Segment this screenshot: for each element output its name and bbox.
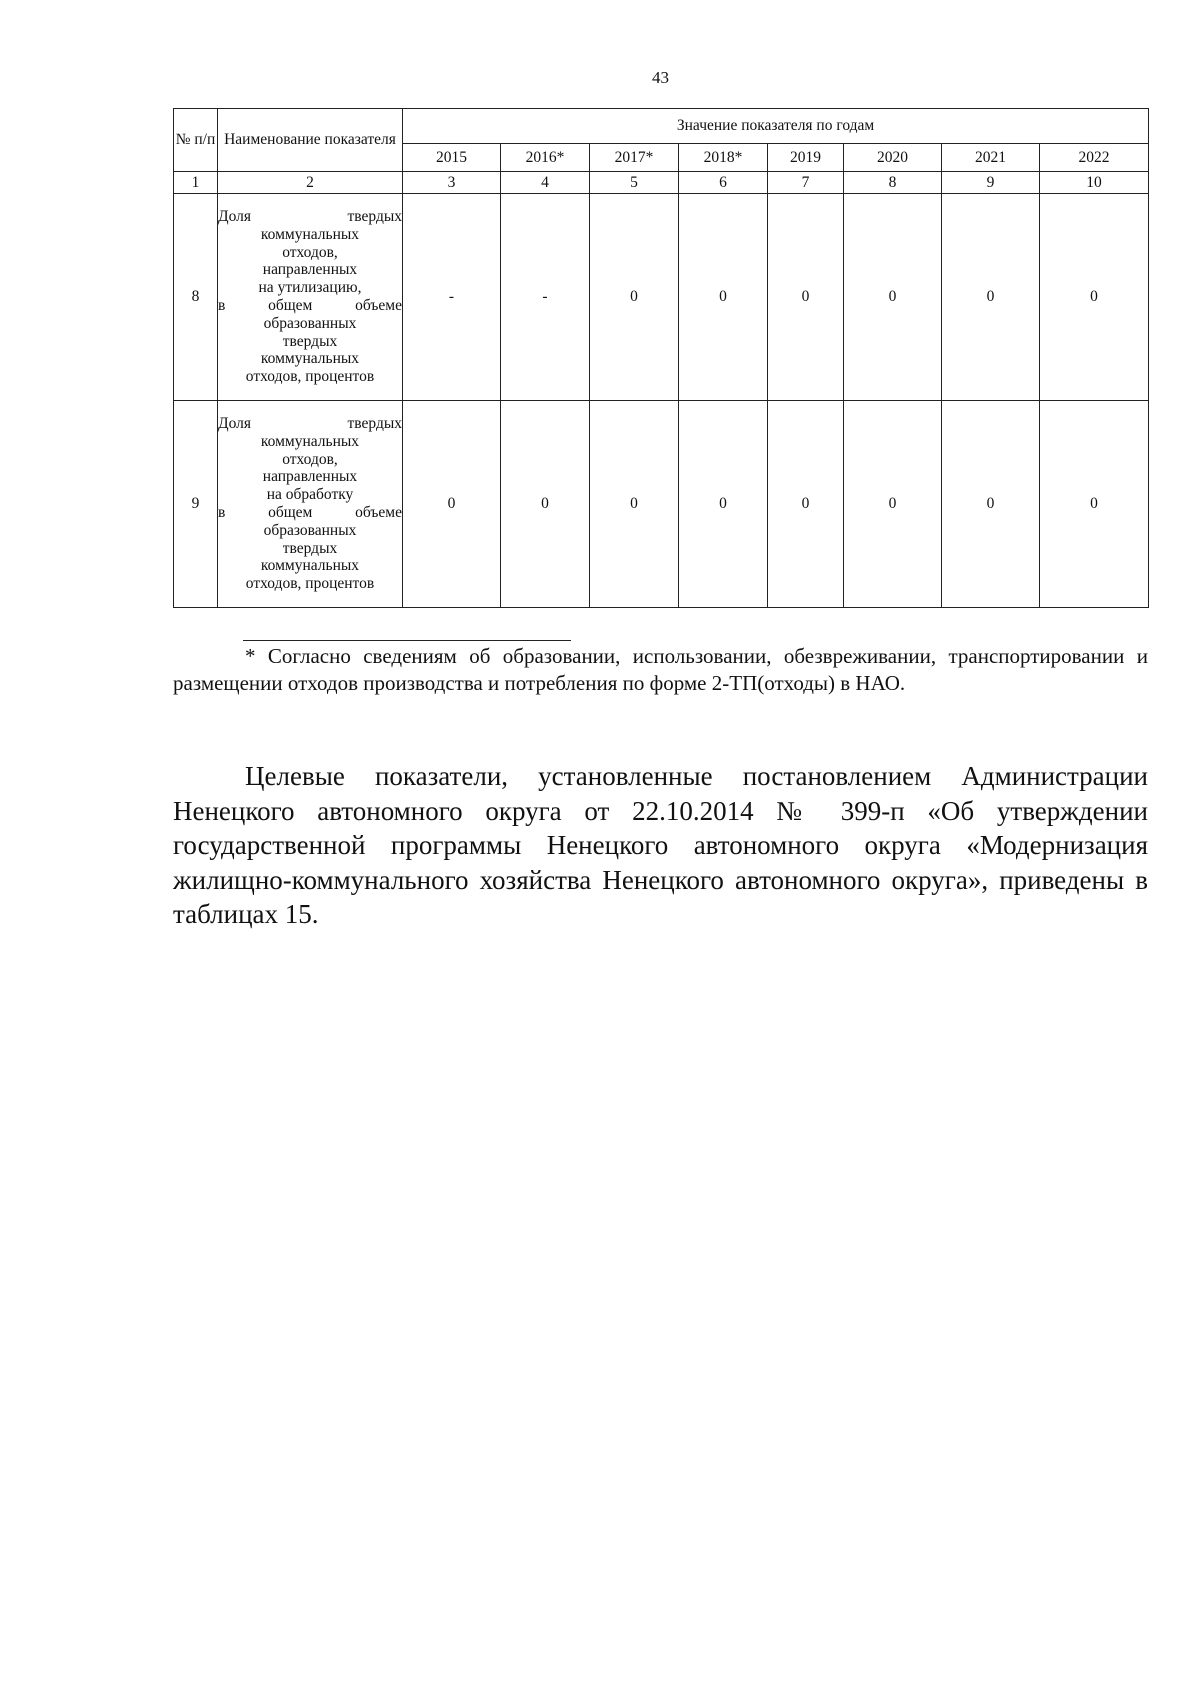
column-number: 4 — [501, 172, 590, 194]
year-header: 2022 — [1040, 144, 1149, 172]
header-num-col: № п/п — [174, 109, 218, 172]
indicator-name-line: образованных — [263, 521, 357, 539]
indicator-name-line: направленных — [262, 468, 358, 486]
column-number: 9 — [942, 172, 1040, 194]
table-column-numbers-row — [174, 172, 1149, 194]
value-cell: 0 — [679, 401, 768, 608]
year-header: 2021 — [942, 144, 1040, 172]
table-header-row — [174, 109, 1149, 144]
table-row — [174, 401, 1149, 608]
header-name-col: Наименование показателя — [218, 109, 403, 172]
value-cell: 0 — [844, 401, 942, 608]
column-number: 6 — [679, 172, 768, 194]
indicator-name-line: коммунальных — [260, 432, 360, 450]
indicator-name-line: образованных — [263, 314, 357, 332]
value-cell: 0 — [844, 194, 942, 401]
indicator-name-line: коммунальных — [260, 225, 360, 243]
year-header: 2016* — [501, 144, 590, 172]
value-cell: 0 — [768, 401, 844, 608]
value-cell: 0 — [1040, 194, 1149, 401]
column-number: 5 — [590, 172, 679, 194]
column-number: 7 — [768, 172, 844, 194]
column-number: 8 — [844, 172, 942, 194]
indicator-name-line: Доля твердых — [218, 207, 402, 225]
row-number: 8 — [174, 194, 218, 401]
value-cell: 0 — [501, 401, 590, 608]
indicator-name-line: коммунальных — [260, 557, 360, 575]
value-cell: 0 — [590, 401, 679, 608]
value-cell: 0 — [1040, 401, 1149, 608]
value-cell: 0 — [590, 194, 679, 401]
value-cell: 0 — [942, 194, 1040, 401]
year-header: 2018* — [679, 144, 768, 172]
indicator-name-line: в общем объеме — [218, 297, 402, 314]
value-cell: 0 — [768, 194, 844, 401]
year-header: 2020 — [844, 144, 942, 172]
value-cell: - — [403, 194, 501, 401]
footnote-separator — [243, 640, 571, 641]
indicator-name-line: отходов, процентов — [245, 575, 375, 593]
value-cell: 0 — [942, 401, 1040, 608]
value-cell: 0 — [403, 401, 501, 608]
indicator-name-line: отходов, процентов — [245, 368, 375, 386]
column-number: 1 — [174, 172, 218, 194]
year-header: 2017* — [590, 144, 679, 172]
indicator-name-line: твердых — [282, 539, 338, 557]
column-number: 10 — [1040, 172, 1149, 194]
column-number: 3 — [403, 172, 501, 194]
indicator-name-line: на утилизацию, — [258, 279, 362, 297]
indicator-name-line: отходов, — [282, 450, 338, 468]
indicator-name — [218, 401, 403, 608]
year-header: 2019 — [768, 144, 844, 172]
indicator-name-line: на обработку — [266, 486, 354, 504]
indicator-name-line: направленных — [262, 261, 358, 279]
indicator-name-line: в общем объеме — [218, 504, 402, 521]
header-values-group: Значение показателя по годам — [403, 109, 1149, 144]
value-cell: - — [501, 194, 590, 401]
year-header: 2015 — [403, 144, 501, 172]
footnote: * Согласно сведениям об образовании, использовании, обезвреживании, транспортировании и размещении отходов производства и потребления по форме 2-ТП(отходы) в НАО. — [173, 644, 1148, 695]
value-cell: 0 — [679, 194, 768, 401]
indicator-name-line: коммунальных — [260, 350, 360, 368]
indicator-name — [218, 194, 403, 401]
table-row — [174, 194, 1149, 401]
indicator-name-line: отходов, — [282, 243, 338, 261]
column-number: 2 — [218, 172, 403, 194]
body-paragraph: Целевые показатели, установленные постановлением Администрации Ненецкого автономного округа от 22.10.2014 № 399-п «Об утверждении государственной программы Ненецкого автономного округа «Модернизация жилищно-коммунального хозяйства Ненецкого автономного округа», приведены в таблицах 15. — [173, 761, 1148, 929]
page-number: 43 — [652, 68, 669, 87]
row-number: 9 — [174, 401, 218, 608]
indicator-name-line: Доля твердых — [218, 414, 402, 432]
indicators-table — [173, 108, 1149, 608]
indicator-name-line: твердых — [282, 332, 338, 350]
